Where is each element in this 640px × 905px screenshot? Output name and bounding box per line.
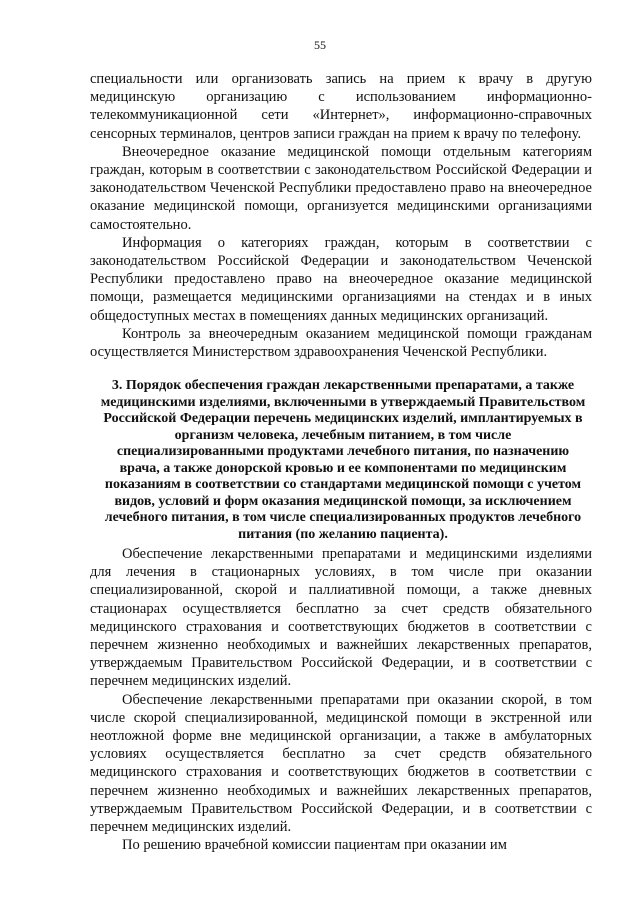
text-block-section-3 <box>90 545 592 854</box>
paragraph: По решению врачебной комиссии пациентам при оказании им <box>122 837 507 854</box>
page-number: 55 <box>314 38 326 52</box>
text-block-intro <box>90 70 592 361</box>
paragraph: Внеочередное оказание медицинской помощи отдельным категориям граждан, которым в соответствии с законодательством Российской Федерации и законодательством Чеченской Республики предоставлено право на внеочередное оказание медицинской помощи, организуется медицинскими организациями самостоятельно. <box>90 143 592 233</box>
paragraph: Контроль за внеочередным оказанием медицинской помощи гражданам осуществляется Министерством здравоохранения Чеченской Республики. <box>90 325 592 361</box>
paragraph: Информация о категориях граждан, которым в соответствии с законодательством Российской Федерации и законодательством Чеченской Республики предоставлено право на внеочередное оказание медицинской помощи, размещается медицинскими организациями на стендах и в иных общедоступных местах в помещениях данных медицинских организаций. <box>90 234 592 324</box>
paragraph: Обеспечение лекарственными препаратами и медицинскими изделиями для лечения в стационарных условиях, в том числе при оказании специализированной, скорой и паллиативной помощи, а также дневных стационарах осуществляется бесплатно за счет средств обязательного медицинского страхования и соответствующих бюджетов в соответствии с перечнем жизненно необходимых и важнейших лекарственных препаратов, утверждаемым Правительством Российской Федерации, и в соответствии с перечнем медицинских изделий. <box>90 546 592 690</box>
paragraph: специальности или организовать запись на прием к врачу в другую медицинскую организацию с использованием информационно-телекоммуникационной сети «Интернет», информационно-справочных сенсорных терминалов, центров записи граждан на прием к врачу по телефону. <box>90 71 592 142</box>
section-heading: 3. Порядок обеспечения граждан лекарственными препаратами, а также медицинскими изделиями, включенными в утверждаемый Правительством Российской Федерации перечень медицинских изделий, имплантируемых в организм человека, лечебным питанием, в том числе специализированными продуктами лечебного питания, по назначению врача, а также донорской кровью и ее компонентами по медицинским показаниям в соответствии со стандартами медицинской помощи с учетом видов, условий и форм оказания медицинской помощи, за исключением лечебного питания, в том числе специализированных продуктов лечебного питания (по желанию пациента). <box>100 378 586 542</box>
paragraph: Обеспечение лекарственными препаратами при оказании скорой, в том числе скорой специализированной, медицинской помощи в экстренной или неотложной форме вне медицинской организации, а также в амбулаторных условиях осуществляется бесплатно за счет средств обязательного медицинского страхования и соответствующих бюджетов в соответствии с перечнем жизненно необходимых и важнейших лекарственных препаратов, утверждаемым Правительством Российской Федерации, и в соответствии с перечнем медицинских изделий. <box>90 691 592 836</box>
